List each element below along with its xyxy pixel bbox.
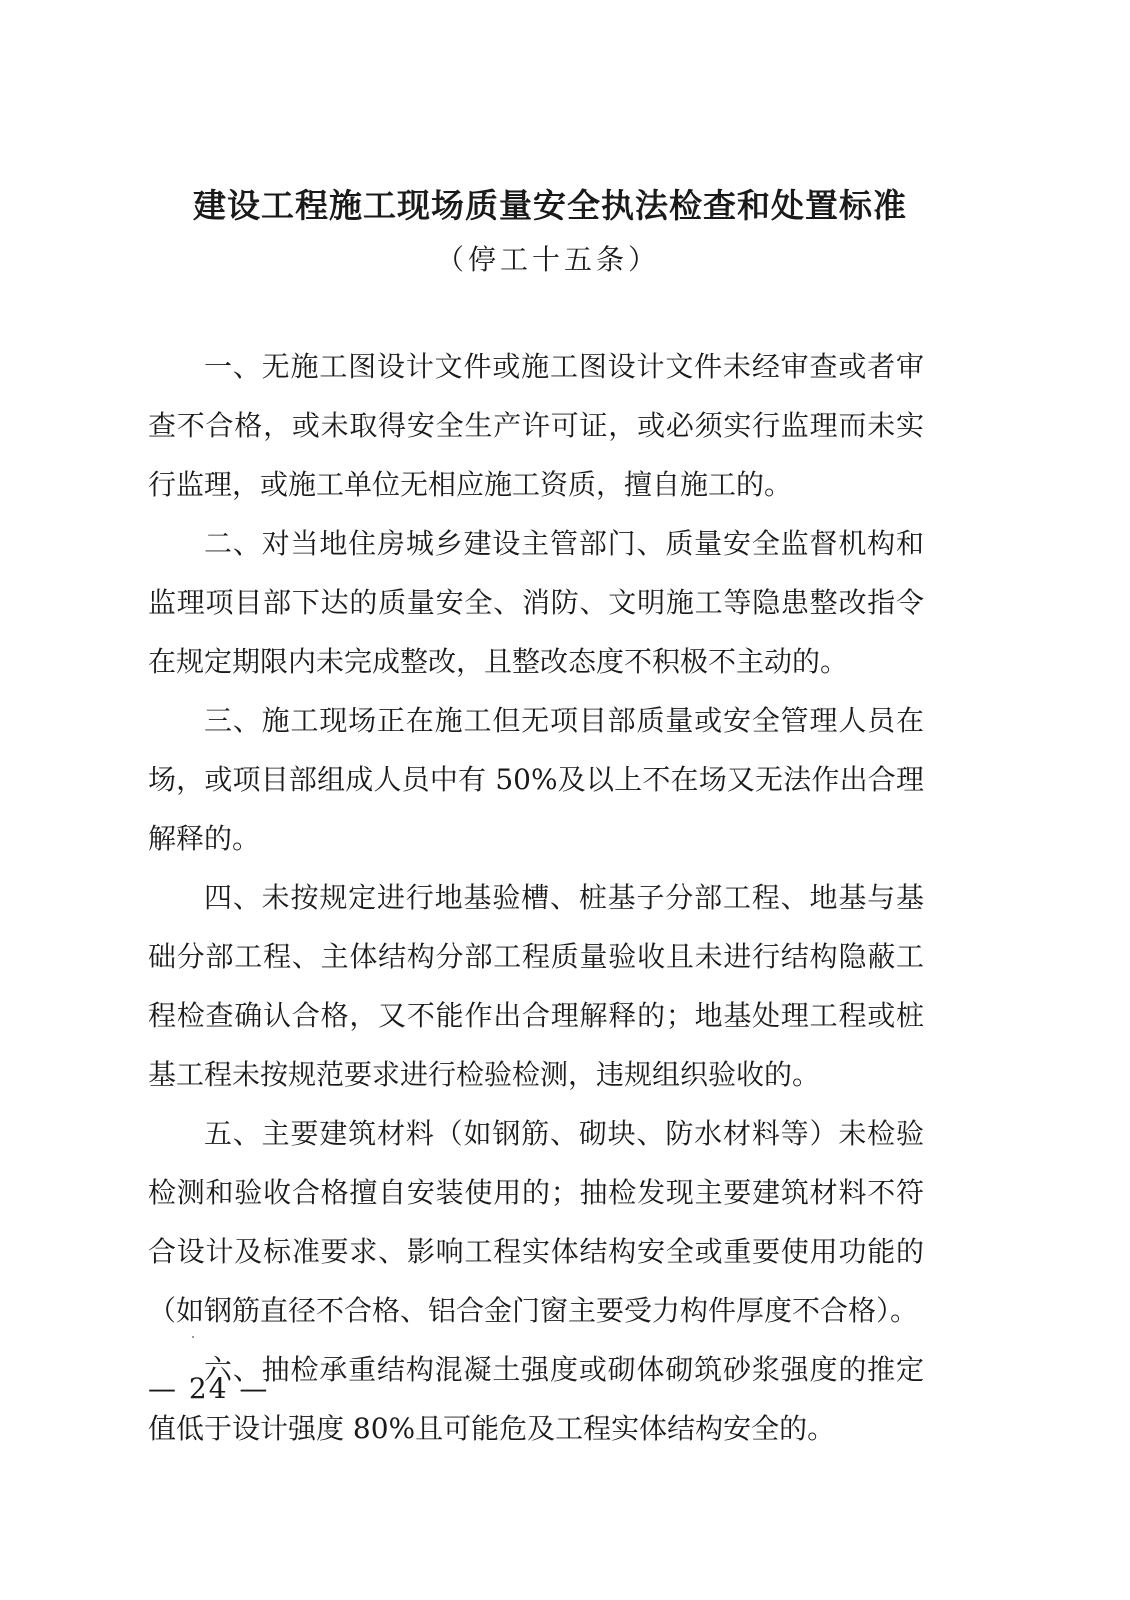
paragraph-item-1: 一、无施工图设计文件或施工图设计文件未经审查或者审查不合格，或未取得安全生产许可证，或必须实行监理而未实行监理，或施工单位无相应施工资质，擅自施工的。 (148, 350, 924, 501)
paragraph-item-4: 四、未按规定进行地基验槽、桩基子分部工程、地基与基础分部工程、主体结构分部工程质量验收且未进行结构隐蔽工程检查确认合格，又不能作出合理解释的；地基处理工程或桩基工程未按规范要求进行检验检测，违规组织验收的。 (148, 881, 924, 1091)
document-title: 建设工程施工现场质量安全执法检查和处置标准 (193, 186, 907, 225)
paragraph-item-2: 二、对当地住房城乡建设主管部门、质量安全监督机构和监理项目部下达的质量安全、消防、文明施工等隐患整改指令在规定期限内未完成整改，且整改态度不积极不主动的。 (148, 527, 924, 678)
paragraph-item-5: 五、主要建筑材料（如钢筋、砌块、防水材料等）未检验检测和验收合格擅自安装使用的；抽检发现主要建筑材料不符合设计及标准要求、影响工程实体结构安全或重要使用功能的（如钢筋直径不合格、铝合金门窗主要受力构件厚度不合格）。 (148, 1117, 924, 1327)
document-subtitle: （停工十五条） (435, 243, 660, 276)
scan-speck (192, 1336, 194, 1338)
paragraph-item-6: 六、抽检承重结构混凝土强度或砌体砌筑砂浆强度的推定值低于设计强度 80%且可能危及工程实体结构安全的。 (148, 1353, 924, 1445)
document-body (148, 337, 924, 1458)
page-number: — 24 — (148, 1372, 270, 1405)
paragraph-item-3: 三、施工现场正在施工但无项目部质量或安全管理人员在场，或项目部组成人员中有 50%及以上不在场又无法作出合理解释的。 (148, 704, 924, 855)
